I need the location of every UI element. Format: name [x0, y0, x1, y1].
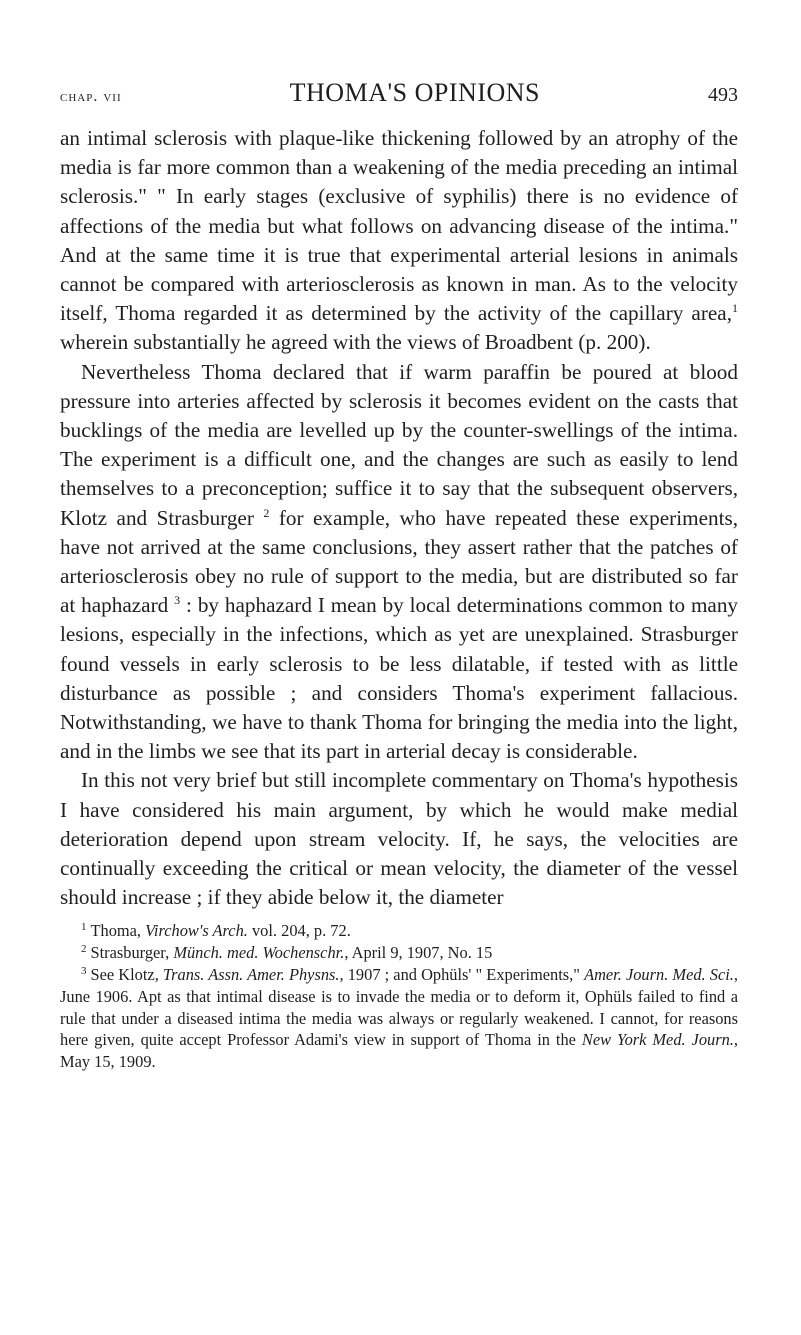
footnote-2-text-b: , April 9, 1907, No. 15 [344, 943, 493, 963]
footnote-3-text-c: , June 1906. Apt as that intimal disease is to invade the media or to deform it, Ophüls failed to find a rule that under a diseased intima the media was always or regularly weakened. I cannot, for reasons here given, quite accept Professor Adami's view in support of Thoma in the [60, 965, 738, 1050]
footnote-3-text-b: , 1907 ; and Ophüls' " Experiments," [339, 965, 585, 985]
footnote-3-journal-3: New York Med. Journ. [581, 1030, 734, 1050]
footnote-2-text-a: Strasburger, [90, 943, 174, 963]
footnote-2-journal: Münch. med. Wochenschr. [173, 943, 345, 963]
paragraph-2-text-a: Nevertheless Thoma declared that if warm paraffin be poured at blood pressure into arteries affected by sclerosis it becomes evident on the casts that bucklings of the media are levelled up by the counter-swellings of the intima. The experiment is a difficult one, and the changes are such as easily to lend themselves to a preconception; suffice it to say that the subsequent observers, Klotz and Strasburger [60, 359, 738, 530]
paragraph-1-text-a: an intimal sclerosis with plaque-like thickening followed by an atrophy of the media is far more common than a weakening of the media preceding an intimal sclerosis." " In early stages (exclusive of syphilis) there is no evidence of affections of the media but what follows on advancing disease of the intima." And at the same time it is true that experimental arterial lesions in animals cannot be compared with arteriosclerosis as known in man. As to the velocity itself, Thoma regarded it as determined by the activity of the capillary area, [60, 126, 738, 326]
footnote-1-number: 1 [81, 921, 87, 934]
paragraph-1-text-b: wherein substantially he agreed with the views of Broadbent (p. 200). [60, 330, 651, 355]
footnote-1-journal: Virchow's Arch. [145, 921, 248, 941]
paragraph-2-text-b: for example, who have repeated these experiments, have not arrived at the same conclusions, they assert rather that the patches of arteriosclerosis obey no rule of support to the media, but are distributed so far at haphazard [60, 505, 738, 618]
footnote-3-text-a: See Klotz, [90, 965, 163, 985]
page-number: 493 [707, 84, 738, 106]
paragraph-2-text-c: : by haphazard I mean by local determinations common to many lesions, especially in the infections, which as yet are unexplained. Strasburger found vessels in early sclerosis to be less dilatable, if tested with as little disturbance as possible ; and considers Thoma's experiment fallacious. Notwithstanding, we have to thank Thoma for bringing the media into the light, and in the limbs we see that its part in arterial decay is considerable. [60, 593, 739, 764]
footnote-3 [60, 964, 738, 1073]
footnotes [60, 920, 738, 1073]
chapter-label: chap. vii [60, 88, 122, 105]
footnote-1-text-b: vol. 204, p. 72. [247, 921, 351, 941]
running-header [60, 78, 738, 112]
footnote-2-number: 2 [81, 942, 87, 955]
footnote-2 [60, 942, 738, 964]
footnote-3-journal-2: Amer. Journ. Med. Sci. [584, 965, 734, 985]
footnote-ref-1: 1 [732, 301, 738, 316]
running-title: THOMA'S OPINIONS [289, 78, 540, 107]
book-page [60, 78, 738, 1073]
paragraph-1 [60, 124, 738, 358]
footnote-3-journal-1: Trans. Assn. Amer. Physns. [162, 965, 340, 985]
body-text [60, 124, 738, 912]
paragraph-2 [60, 358, 738, 767]
footnote-ref-3: 3 [174, 593, 181, 608]
footnote-1-text-a: Thoma, [90, 921, 146, 941]
paragraph-3: In this not very brief but still incomplete commentary on Thoma's hypothesis I have considered his main argument, by which he would make medial deterioration depend upon stream velocity. If, he says, the velocities are continually exceeding the critical or mean velocity, the diameter of the vessel should increase ; if they abide below it, the diameter [60, 768, 738, 910]
footnote-3-text-d: , May 15, 1909. [60, 1030, 739, 1072]
footnote-ref-2: 2 [263, 505, 270, 520]
footnote-3-number: 3 [81, 964, 87, 977]
footnote-1 [60, 920, 738, 942]
